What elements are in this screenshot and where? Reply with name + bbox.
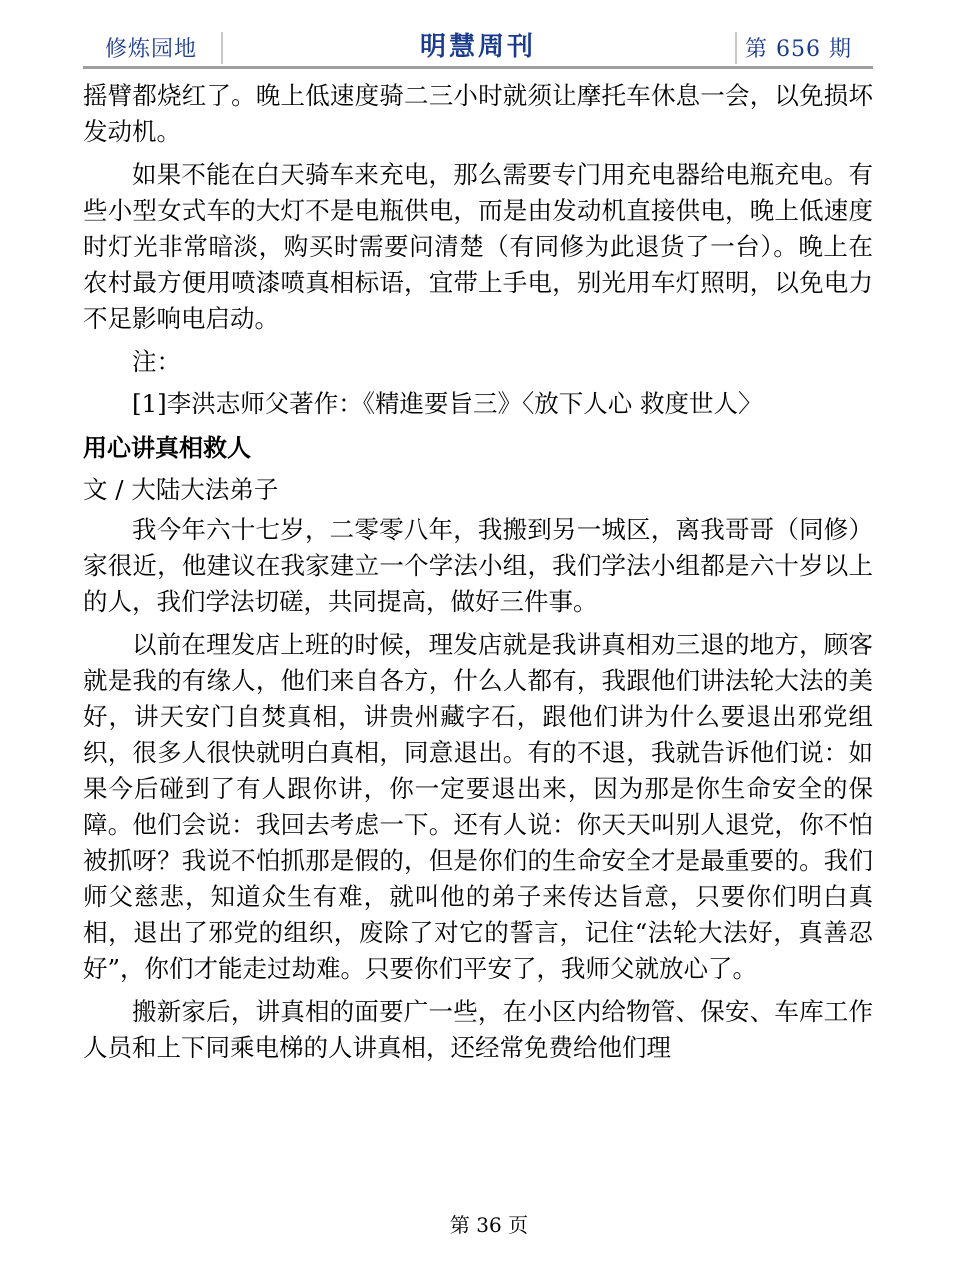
page-content: [83, 78, 873, 1073]
paragraph: 以前在理发店上班的时候，理发店就是我讲真相劝三退的地方，顾客就是我的有缘人，他们来自各方，什么人都有，我跟他们讲法轮大法的美好，讲天安门自焚真相，讲贵州藏字石，跟他们讲为什么要退出邪党组织，很多人很快就明白真相，同意退出。有的不退，我就告诉他们说：如果今后碰到了有人跟你讲，你一定要退出来，因为那是你生命安全的保障。他们会说：我回去考虑一下。还有人说：你天天叫别人退党，你不怕被抓呀？我说不怕抓那是假的，但是你们的生命安全才是最重要的。我们师父慈悲，知道众生有难，就叫他的弟子来传达旨意，只要你们明白真相，退出了邪党的组织，废除了对它的誓言，记住“法轮大法好，真善忍好”，你们才能走过劫难。只要你们平安了，我师父就放心了。: [83, 630, 873, 983]
section-label: 修炼园地: [105, 37, 198, 62]
header-rule: [83, 66, 873, 69]
page-number: 第 36 页: [449, 1213, 529, 1237]
publication-title: 明慧周刊: [419, 32, 536, 62]
paragraph: 搬新家后，讲真相的面要广一些，在小区内给物管、保安、车库工作人员和上下同乘电梯的人讲真相，还经常免费给他们理: [83, 997, 873, 1062]
article-title: 用心讲真相救人: [83, 434, 251, 462]
header-divider-right: [735, 32, 737, 64]
page-header: [83, 26, 873, 66]
paragraph: 摇臂都烧红了。晚上低速度骑二三小时就须让摩托车休息一会，以免损坏发动机。: [83, 81, 873, 146]
article-byline: 文 / 大陆大法弟子: [83, 475, 279, 504]
issue-number: 第 656 期: [745, 37, 852, 62]
paragraph: 我今年六十七岁，二零零八年，我搬到另一城区，离我哥哥（同修）家很近，他建议在我家建立一个学法小组，我们学法小组都是六十岁以上的人，我们学法切磋，共同提高，做好三件事。: [83, 515, 873, 616]
paragraph: 如果不能在白天骑车来充电，那么需要专门用充电器给电瓶充电。有些小型女式车的大灯不是电瓶供电，而是由发动机直接供电，晚上低速度时灯光非常暗淡，购买时需要问清楚（有同修为此退货了一台）。晚上在农村最方便用喷漆喷真相标语，宜带上手电，别光用车灯照明，以免电力不足影响电启动。: [83, 160, 873, 333]
note-text: [1]李洪志师父著作：《精進要旨三》〈放下人心 救度世人〉: [132, 389, 763, 418]
note-label: 注：: [132, 347, 181, 376]
